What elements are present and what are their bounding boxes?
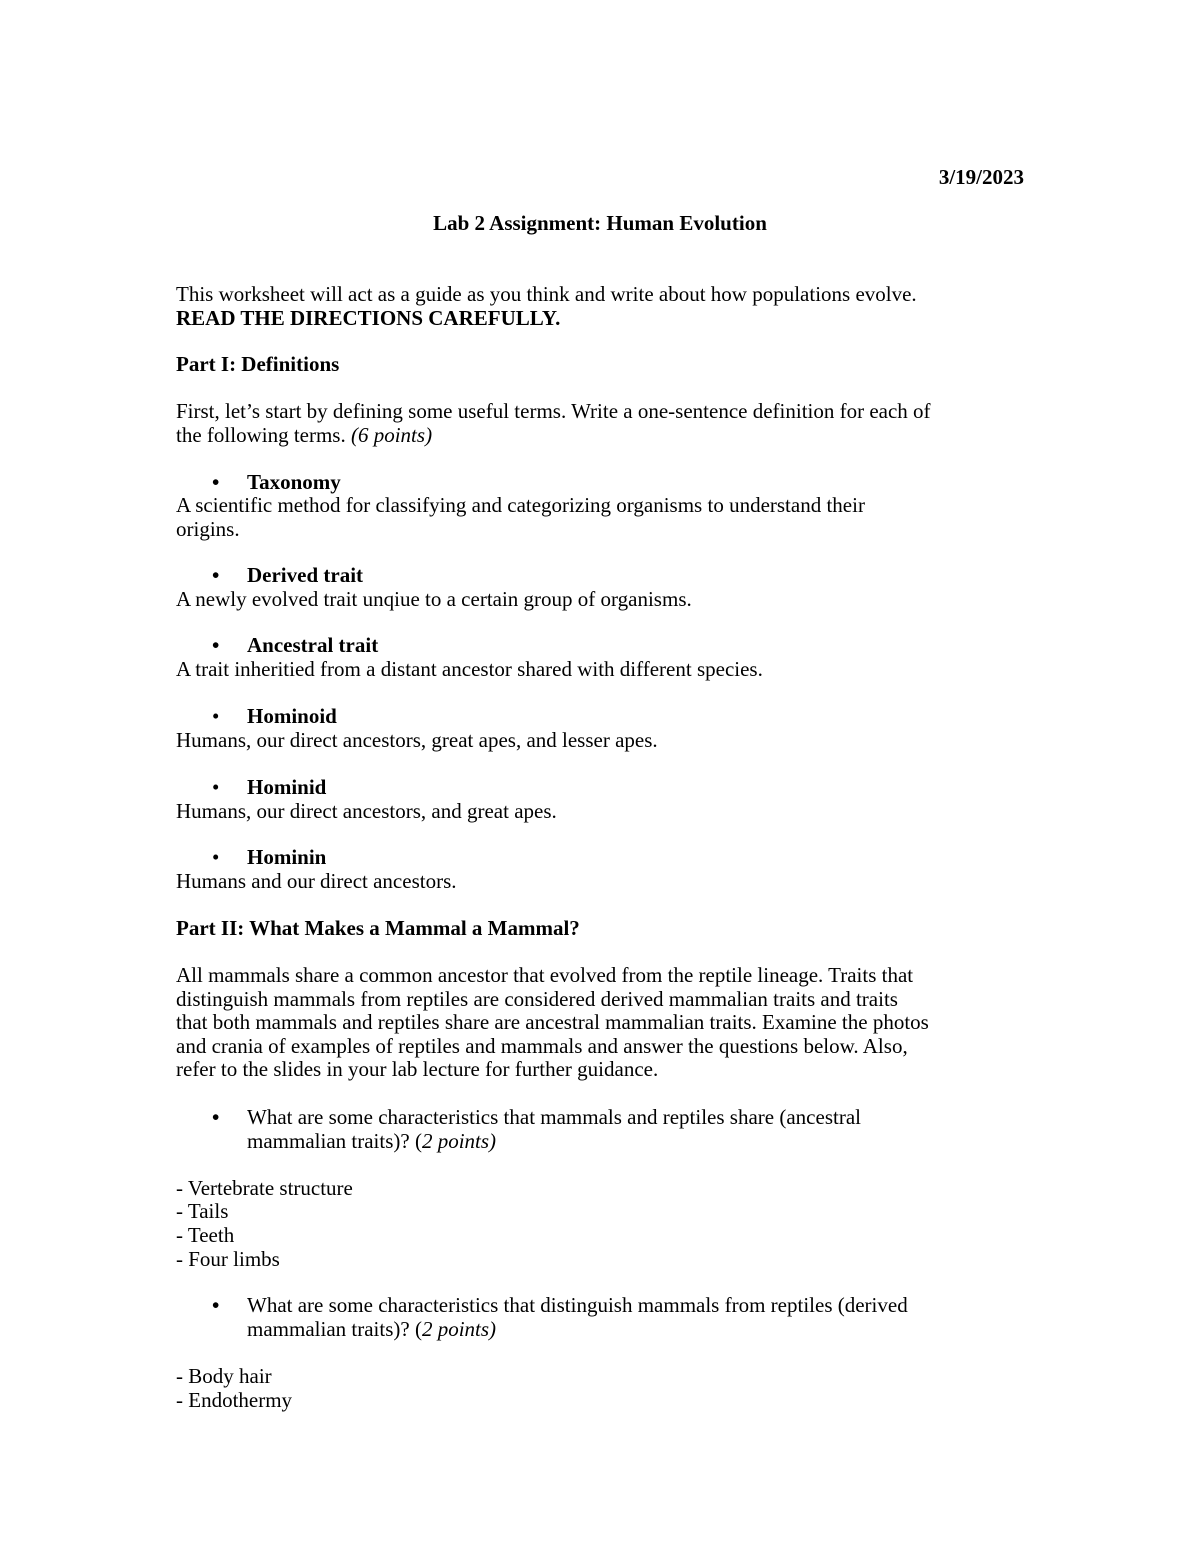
- directions-warning: READ THE DIRECTIONS CAREFULLY.: [176, 306, 561, 330]
- bullet-icon: •: [212, 845, 220, 869]
- answer-item: - Tails: [176, 1199, 229, 1223]
- part1-instructions-text: the following terms.: [176, 423, 351, 447]
- bullet-icon: •: [212, 704, 220, 728]
- answer-item: - Vertebrate structure: [176, 1176, 353, 1200]
- bullet-icon: •: [212, 1105, 220, 1129]
- term-definition: Humans, our direct ancestors, and great apes.: [176, 799, 557, 823]
- answer-item: - Endothermy: [176, 1388, 293, 1412]
- term-label: Taxonomy: [247, 470, 341, 494]
- part2-paragraph-line: that both mammals and reptiles share are ancestral mammalian traits. Examine the photos: [176, 1010, 929, 1034]
- bullet-icon: •: [212, 775, 220, 799]
- question-line-cont: [247, 1130, 1007, 1154]
- bullet-icon: •: [212, 470, 220, 494]
- part2-paragraph-line: refer to the slides in your lab lecture for further guidance.: [176, 1057, 659, 1081]
- question-points: 2 points): [421, 1317, 497, 1341]
- term-label: Hominid: [247, 775, 327, 799]
- question-line: What are some characteristics that mammals and reptiles share (ancestral: [247, 1105, 861, 1129]
- term-label: Ancestral trait: [247, 633, 379, 657]
- question-points: 2 points): [421, 1129, 497, 1153]
- part2-paragraph-line: All mammals share a common ancestor that evolved from the reptile lineage. Traits that: [176, 963, 914, 987]
- term-definition: Humans and our direct ancestors.: [176, 869, 457, 893]
- part1-heading: Part I: Definitions: [176, 352, 340, 376]
- question-line-cont: [247, 1318, 1007, 1342]
- part2-paragraph-line: and crania of examples of reptiles and mammals and answer the questions below. Also,: [176, 1034, 908, 1058]
- answer-item: - Teeth: [176, 1223, 235, 1247]
- term-definition-cont: origins.: [176, 517, 240, 541]
- answer-item: - Four limbs: [176, 1247, 280, 1271]
- bullet-icon: •: [212, 1293, 220, 1317]
- part1-instructions-line1: First, let’s start by defining some useful terms. Write a one-sentence definition for each of: [176, 399, 931, 423]
- bullet-icon: •: [212, 633, 220, 657]
- term-definition: A trait inheritied from a distant ancestor shared with different species.: [176, 657, 763, 681]
- term-label: Derived trait: [247, 563, 364, 587]
- part1-instructions-line2: [176, 424, 432, 448]
- question-line: What are some characteristics that distinguish mammals from reptiles (derived: [247, 1293, 908, 1317]
- term-definition: A newly evolved trait unqiue to a certain group of organisms.: [176, 587, 692, 611]
- question-text: mammalian traits)? (: [247, 1317, 422, 1341]
- term-label: Hominin: [247, 845, 327, 869]
- date: 3/19/2023: [938, 165, 1024, 189]
- part2-heading: Part II: What Makes a Mammal a Mammal?: [176, 916, 580, 940]
- term-definition: A scientific method for classifying and categorizing organisms to understand their: [176, 493, 865, 517]
- bullet-icon: •: [212, 563, 220, 587]
- document-title: Lab 2 Assignment: Human Evolution: [433, 211, 767, 235]
- term-definition: Humans, our direct ancestors, great apes, and lesser apes.: [176, 728, 658, 752]
- part2-paragraph-line: distinguish mammals from reptiles are considered derived mammalian traits and traits: [176, 987, 898, 1011]
- term-label: Hominoid: [247, 704, 337, 728]
- question-text: mammalian traits)? (: [247, 1129, 422, 1153]
- answer-item: - Body hair: [176, 1364, 272, 1388]
- intro-line: This worksheet will act as a guide as you think and write about how populations evolve.: [176, 282, 917, 306]
- part1-points: (6 points): [350, 423, 433, 447]
